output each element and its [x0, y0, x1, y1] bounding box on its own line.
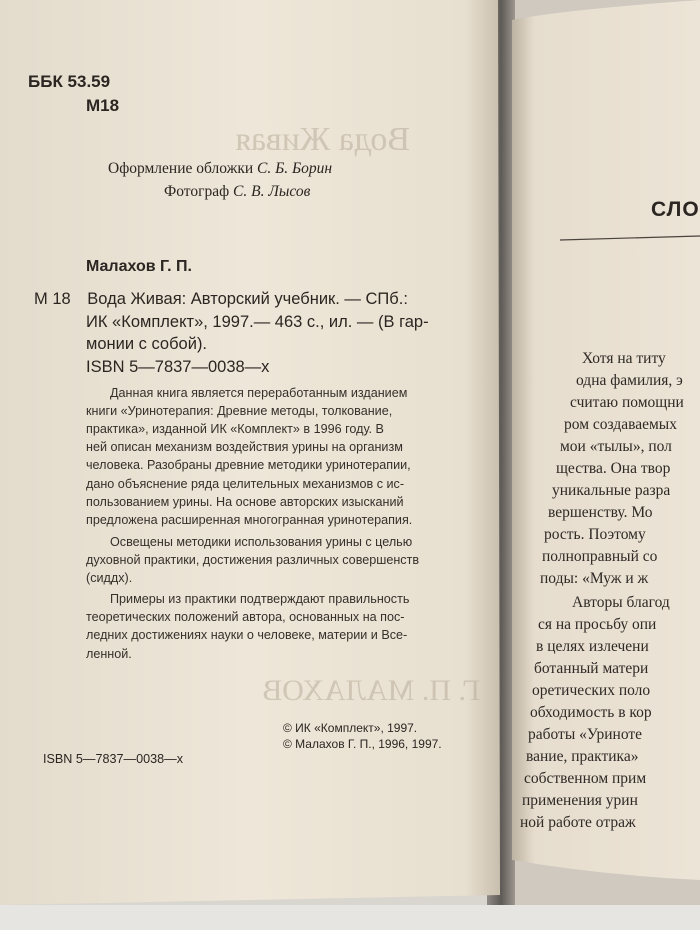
right-page-line: вание, практика»	[526, 748, 639, 765]
annotation-line: Данная книга является переработанным изданием	[110, 386, 408, 400]
right-page-line: собственном прим	[524, 770, 647, 787]
cover-design-name: С. Б. Борин	[257, 160, 333, 177]
right-page	[510, 0, 700, 930]
right-page-line: оретических поло	[532, 682, 651, 699]
isbn-bottom: ISBN 5—7837—0038—х	[43, 752, 184, 766]
author-mark: М18	[86, 96, 120, 115]
cover-design-credit	[108, 160, 332, 178]
right-page-line: полноправный со	[542, 548, 658, 565]
annotation-line: практика», изданной ИК «Комплект» в 1996 году. В	[86, 422, 384, 436]
annotation-line: дано объяснение ряда целительных механизмов с ис-	[86, 477, 405, 491]
svg-text:Вода Живая: Вода Живая	[235, 121, 410, 158]
copyright-line-2: © Малахов Г. П., 1996, 1997.	[283, 737, 442, 751]
right-page-line: рость. Поэтому	[544, 526, 646, 543]
right-page-line: Хотя на титу	[582, 350, 666, 367]
cover-design-label: Оформление обложки	[108, 160, 254, 177]
right-page-line: щества. Она твор	[556, 460, 671, 477]
right-page-line: Авторы благод	[572, 594, 670, 611]
right-page-line: обходимость в кор	[530, 704, 652, 721]
copyright-line-1: © ИК «Комплект», 1997.	[283, 721, 418, 735]
photographer-name: С. В. Лысов	[233, 183, 311, 200]
svg-text:Г. П. МАЛАХОВ: Г. П. МАЛАХОВ	[262, 674, 480, 707]
bib-line-1	[34, 290, 408, 309]
right-page-line: считаю помощни	[570, 394, 684, 411]
right-page-line: одна фамилия, э	[576, 372, 683, 389]
annotation-line: теоретических положений автора, основанных на пос-	[86, 610, 405, 624]
annotation-line: Освещены методики использования урины с целью	[110, 535, 413, 549]
right-page-heading: СЛО	[651, 198, 700, 221]
right-page-line: в целях излечени	[536, 638, 649, 655]
author-name: Малахов Г. П.	[86, 258, 192, 275]
right-page-line: ботанный матери	[534, 660, 649, 677]
annotation-line: предложена расширенная многогранная уринотерапия.	[86, 513, 413, 527]
annotation-line: пользованием урины. На основе авторских изысканий	[86, 495, 404, 509]
annotation-line: (сиддх).	[86, 571, 133, 585]
annotation-line: духовной практики, достижения различных совершенств	[86, 553, 420, 567]
right-page-line: ся на просьбу опи	[538, 616, 657, 633]
bbk-code: ББК 53.59	[28, 72, 111, 91]
right-page-line: применения урин	[522, 792, 638, 809]
bib-line-2: ИК «Комплект», 1997.— 463 с., ил. — (В гар-	[86, 313, 429, 331]
annotation-line: книги «Уринотерапия: Древние методы, толкование,	[86, 404, 393, 418]
annotation-line: человека. Разобраны древние методики уринотерапии,	[86, 458, 411, 472]
right-page-line: ной работе отраж	[520, 814, 636, 831]
right-page-line: уникальные разра	[552, 482, 671, 499]
bib-line-3: монии с собой).	[86, 335, 208, 353]
bib-title: Вода Живая: Авторский учебник. — СПб.:	[87, 290, 408, 308]
annotation-line: Примеры из практики подтверждают правильность	[110, 592, 410, 606]
right-page-line: поды: «Муж и ж	[540, 570, 649, 587]
shelf-mark: М 18	[34, 290, 71, 308]
photographer-credit	[164, 183, 310, 201]
annotation-line: ней описан механизм воздействия урины на организм	[86, 440, 403, 454]
photographer-label: Фотограф	[164, 183, 230, 200]
right-page-line: мои «тылы», пол	[560, 438, 672, 455]
annotation-line: ледних достижениях науки о человеке, материи и Все-	[86, 628, 408, 642]
bib-isbn: ISBN 5—7837—0038—х	[86, 358, 270, 376]
right-page-line: ром создаваемых	[564, 416, 677, 433]
right-page-line: работы «Уриноте	[528, 726, 643, 743]
right-page-line: вершенству. Мо	[548, 504, 653, 521]
annotation-line: ленной.	[86, 647, 132, 661]
